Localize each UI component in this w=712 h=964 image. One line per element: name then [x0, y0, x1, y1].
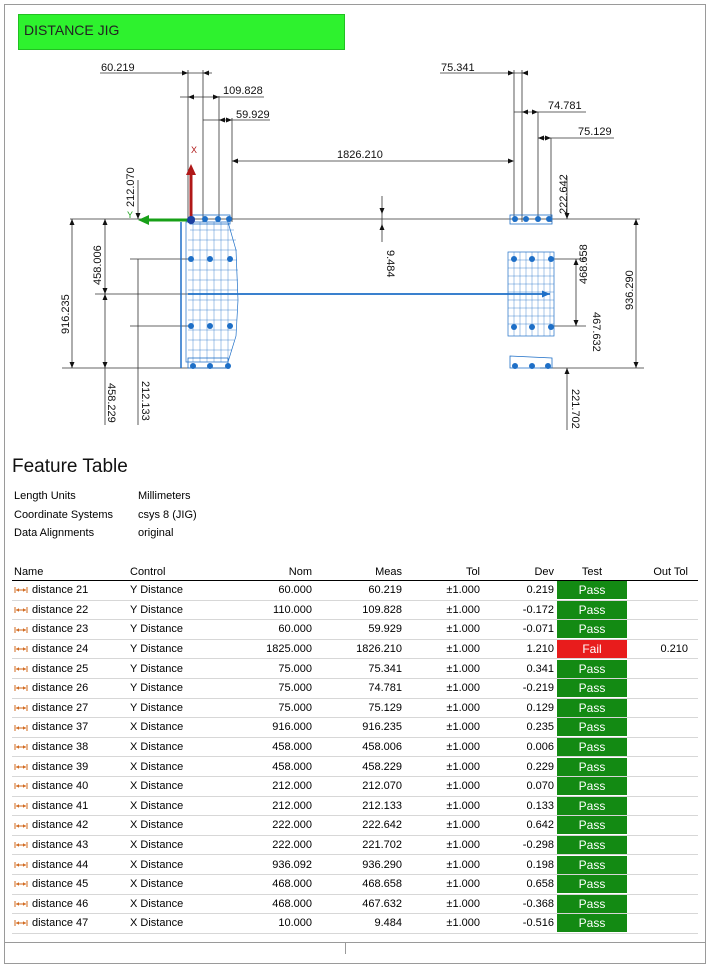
right-part	[508, 215, 554, 368]
distance-dimension-icon	[14, 880, 28, 888]
cell-control: Y Distance	[128, 639, 232, 659]
cell-nom: 468.000	[232, 874, 314, 894]
cell-tol: ±1.000	[404, 816, 482, 836]
left-part	[186, 215, 238, 368]
feature-table-body	[12, 581, 698, 934]
cell-tol: ±1.000	[404, 639, 482, 659]
report-banner	[18, 14, 345, 50]
feature-name: distance 27	[32, 701, 89, 714]
table-header-row	[12, 563, 698, 581]
cell-dev: 1.210	[482, 639, 556, 659]
test-result-badge: Pass	[557, 914, 627, 932]
table-row	[12, 914, 698, 934]
cell-name	[12, 581, 128, 601]
cell-tol: ±1.000	[404, 581, 482, 601]
feature-name: distance 23	[32, 623, 89, 636]
cell-name	[12, 639, 128, 659]
cell-name	[12, 718, 128, 738]
cell-test	[556, 835, 628, 855]
cell-tol: ±1.000	[404, 600, 482, 620]
footer-separator	[345, 942, 346, 954]
table-row	[12, 874, 698, 894]
cell-meas: 222.642	[314, 816, 404, 836]
feature-table-title: Feature Table	[12, 456, 128, 477]
cell-control: X Distance	[128, 757, 232, 777]
cell-meas: 212.070	[314, 776, 404, 796]
dim-label: 936.290	[624, 270, 636, 310]
test-result-badge: Pass	[557, 895, 627, 913]
feature-name: distance 21	[32, 584, 89, 597]
cell-meas: 75.341	[314, 659, 404, 679]
table-row	[12, 639, 698, 659]
cell-meas: 458.006	[314, 737, 404, 757]
dim-label: 458.229	[105, 383, 117, 423]
cell-meas: 59.929	[314, 620, 404, 640]
cell-test	[556, 581, 628, 601]
cell-nom: 10.000	[232, 914, 314, 934]
feature-name: distance 44	[32, 858, 89, 871]
dim-label: 75.341	[441, 62, 475, 74]
cell-test	[556, 600, 628, 620]
cell-meas: 60.219	[314, 581, 404, 601]
cell-out-tol	[628, 678, 698, 698]
column-header-name: Name	[12, 563, 128, 581]
cell-control: Y Distance	[128, 600, 232, 620]
axis-y-label: Y	[127, 210, 134, 220]
cell-test	[556, 718, 628, 738]
column-header-out-tol: Out Tol	[628, 563, 698, 581]
cell-dev: 0.006	[482, 737, 556, 757]
footer-divider	[4, 942, 706, 943]
cell-meas: 458.229	[314, 757, 404, 777]
cell-nom: 936.092	[232, 855, 314, 875]
test-result-badge: Pass	[557, 797, 627, 815]
meta-value: csys 8 (JIG)	[138, 508, 197, 521]
distance-dimension-icon	[14, 586, 28, 594]
cell-control: X Distance	[128, 874, 232, 894]
feature-name: distance 41	[32, 799, 89, 812]
feature-name: distance 38	[32, 741, 89, 754]
cell-out-tol	[628, 600, 698, 620]
cell-nom: 75.000	[232, 698, 314, 718]
distance-dimension-icon	[14, 743, 28, 751]
cell-name	[12, 855, 128, 875]
cell-out-tol	[628, 796, 698, 816]
report-title: DISTANCE JIG	[24, 22, 120, 38]
dim-label: 75.129	[578, 126, 612, 138]
cell-meas: 916.235	[314, 718, 404, 738]
column-header-control: Control	[128, 563, 232, 581]
table-row	[12, 835, 698, 855]
cell-meas: 1826.210	[314, 639, 404, 659]
dim-label: 467.632	[590, 312, 602, 352]
distance-dimension-icon	[14, 822, 28, 830]
test-result-badge: Pass	[557, 581, 627, 599]
cell-name	[12, 914, 128, 934]
feature-name: distance 40	[32, 780, 89, 793]
feature-name: distance 26	[32, 682, 89, 695]
cell-dev: -0.368	[482, 894, 556, 914]
cell-test	[556, 659, 628, 679]
cell-tol: ±1.000	[404, 698, 482, 718]
cell-tol: ±1.000	[404, 678, 482, 698]
cell-out-tol	[628, 620, 698, 640]
test-result-badge: Pass	[557, 777, 627, 795]
cell-tol: ±1.000	[404, 718, 482, 738]
test-result-badge: Pass	[557, 718, 627, 736]
feature-name: distance 46	[32, 897, 89, 910]
dim-label: 1826.210	[337, 149, 383, 161]
test-result-badge: Pass	[557, 836, 627, 854]
cell-nom: 110.000	[232, 600, 314, 620]
cell-control: X Distance	[128, 914, 232, 934]
cell-test	[556, 639, 628, 659]
cell-dev: 0.235	[482, 718, 556, 738]
table-row	[12, 776, 698, 796]
feature-table	[12, 563, 698, 934]
cell-nom: 458.000	[232, 757, 314, 777]
test-result-badge: Pass	[557, 601, 627, 619]
cell-nom: 916.000	[232, 718, 314, 738]
dim-label: 60.219	[101, 62, 135, 74]
cell-out-tol	[628, 698, 698, 718]
cell-test	[556, 776, 628, 796]
distance-dimension-icon	[14, 802, 28, 810]
cell-name	[12, 835, 128, 855]
cell-test	[556, 678, 628, 698]
cell-tol: ±1.000	[404, 757, 482, 777]
table-row	[12, 659, 698, 679]
test-result-badge: Pass	[557, 738, 627, 756]
feature-name: distance 47	[32, 917, 89, 930]
feature-name: distance 37	[32, 721, 89, 734]
dim-label: 458.006	[92, 245, 104, 285]
cell-dev: -0.219	[482, 678, 556, 698]
dim-label: 212.133	[139, 381, 151, 421]
cell-nom: 222.000	[232, 816, 314, 836]
cell-nom: 60.000	[232, 581, 314, 601]
cell-test	[556, 698, 628, 718]
cell-out-tol: 0.210	[628, 639, 698, 659]
test-result-badge: Pass	[557, 856, 627, 874]
column-header-dev: Dev	[482, 563, 556, 581]
cell-meas: 109.828	[314, 600, 404, 620]
column-header-meas: Meas	[314, 563, 404, 581]
cell-name	[12, 600, 128, 620]
cell-name	[12, 737, 128, 757]
cell-control: X Distance	[128, 835, 232, 855]
distance-dimension-icon	[14, 724, 28, 732]
table-row	[12, 816, 698, 836]
cell-test	[556, 757, 628, 777]
axis-x-label: X	[191, 145, 198, 155]
dim-label: 74.781	[548, 100, 582, 112]
cell-test	[556, 855, 628, 875]
cell-tol: ±1.000	[404, 894, 482, 914]
distance-dimension-icon	[14, 645, 28, 653]
cad-drawing	[0, 55, 712, 445]
cell-control: X Distance	[128, 737, 232, 757]
cell-control: Y Distance	[128, 620, 232, 640]
cell-tol: ±1.000	[404, 855, 482, 875]
feature-name: distance 24	[32, 643, 89, 656]
cell-control: X Distance	[128, 816, 232, 836]
test-result-badge: Pass	[557, 679, 627, 697]
cell-tol: ±1.000	[404, 776, 482, 796]
cell-meas: 75.129	[314, 698, 404, 718]
table-row	[12, 678, 698, 698]
column-header-test: Test	[556, 563, 628, 581]
cell-nom: 212.000	[232, 796, 314, 816]
distance-dimension-icon	[14, 665, 28, 673]
distance-dimension-icon	[14, 841, 28, 849]
cell-nom: 60.000	[232, 620, 314, 640]
dim-label: 222.642	[558, 174, 570, 214]
cell-out-tol	[628, 835, 698, 855]
cell-nom: 1825.000	[232, 639, 314, 659]
cell-dev: 0.341	[482, 659, 556, 679]
cell-out-tol	[628, 757, 698, 777]
cell-tol: ±1.000	[404, 659, 482, 679]
cell-nom: 212.000	[232, 776, 314, 796]
cell-dev: -0.516	[482, 914, 556, 934]
meta-key: Length Units	[14, 490, 76, 502]
table-row	[12, 620, 698, 640]
cell-control: Y Distance	[128, 698, 232, 718]
cell-dev: 0.198	[482, 855, 556, 875]
cell-name	[12, 874, 128, 894]
cell-control: X Distance	[128, 855, 232, 875]
cell-control: X Distance	[128, 718, 232, 738]
distance-dimension-icon	[14, 606, 28, 614]
cell-name	[12, 894, 128, 914]
cell-tol: ±1.000	[404, 835, 482, 855]
cell-meas: 9.484	[314, 914, 404, 934]
cell-out-tol	[628, 855, 698, 875]
cell-test	[556, 894, 628, 914]
cell-test	[556, 816, 628, 836]
cell-control: Y Distance	[128, 659, 232, 679]
cell-nom: 75.000	[232, 659, 314, 679]
dim-label: 221.702	[569, 389, 581, 429]
cell-out-tol	[628, 581, 698, 601]
feature-name: distance 25	[32, 662, 89, 675]
cell-dev: 0.229	[482, 757, 556, 777]
distance-dimension-icon	[14, 763, 28, 771]
dim-label: 212.070	[125, 167, 137, 207]
table-row	[12, 894, 698, 914]
cell-nom: 468.000	[232, 894, 314, 914]
cell-control: Y Distance	[128, 581, 232, 601]
cell-out-tol	[628, 776, 698, 796]
cell-dev: 0.070	[482, 776, 556, 796]
cell-name	[12, 816, 128, 836]
cell-dev: 0.658	[482, 874, 556, 894]
feature-name: distance 45	[32, 878, 89, 891]
cell-dev: -0.298	[482, 835, 556, 855]
cell-out-tol	[628, 737, 698, 757]
cell-out-tol	[628, 718, 698, 738]
table-row	[12, 796, 698, 816]
cell-test	[556, 737, 628, 757]
cell-test	[556, 914, 628, 934]
feature-name: distance 43	[32, 839, 89, 852]
cell-dev: 0.129	[482, 698, 556, 718]
distance-dimension-icon	[14, 861, 28, 869]
meta-value: Millimeters	[138, 490, 191, 502]
column-header-nom: Nom	[232, 563, 314, 581]
cell-nom: 75.000	[232, 678, 314, 698]
cell-out-tol	[628, 659, 698, 679]
cell-nom: 458.000	[232, 737, 314, 757]
dim-label: 9.484	[384, 250, 396, 278]
cell-meas: 212.133	[314, 796, 404, 816]
distance-dimension-icon	[14, 782, 28, 790]
cell-dev: -0.071	[482, 620, 556, 640]
table-row	[12, 581, 698, 601]
column-header-tol: Tol	[404, 563, 482, 581]
test-result-badge: Pass	[557, 758, 627, 776]
cell-tol: ±1.000	[404, 737, 482, 757]
meta-value: original	[138, 527, 174, 539]
cell-name	[12, 698, 128, 718]
dim-label: 109.828	[223, 85, 263, 97]
table-row	[12, 718, 698, 738]
cell-meas: 467.632	[314, 894, 404, 914]
cell-control: X Distance	[128, 894, 232, 914]
feature-name: distance 42	[32, 819, 89, 832]
test-result-badge: Pass	[557, 875, 627, 893]
cell-test	[556, 874, 628, 894]
cell-out-tol	[628, 874, 698, 894]
cell-name	[12, 659, 128, 679]
axis-triad	[138, 164, 196, 225]
cell-dev: -0.172	[482, 600, 556, 620]
distance-dimension-icon	[14, 684, 28, 692]
cell-name	[12, 796, 128, 816]
cell-tol: ±1.000	[404, 914, 482, 934]
cell-test	[556, 796, 628, 816]
meta-key: Data Alignments	[14, 527, 95, 539]
table-row	[12, 855, 698, 875]
cell-out-tol	[628, 914, 698, 934]
cell-meas: 936.290	[314, 855, 404, 875]
distance-dimension-icon	[14, 900, 28, 908]
table-row	[12, 698, 698, 718]
cell-name	[12, 776, 128, 796]
dim-label: 468.658	[578, 244, 590, 284]
table-row	[12, 600, 698, 620]
cell-nom: 222.000	[232, 835, 314, 855]
cell-tol: ±1.000	[404, 796, 482, 816]
test-result-badge: Pass	[557, 660, 627, 678]
dim-label: 916.235	[60, 294, 72, 334]
cell-control: Y Distance	[128, 678, 232, 698]
meta-key: Coordinate Systems	[14, 508, 114, 521]
cell-name	[12, 620, 128, 640]
cell-out-tol	[628, 894, 698, 914]
table-row	[12, 757, 698, 777]
cell-dev: 0.642	[482, 816, 556, 836]
test-result-badge: Pass	[557, 816, 627, 834]
distance-dimension-icon	[14, 919, 28, 927]
feature-name: distance 22	[32, 603, 89, 616]
cell-meas: 468.658	[314, 874, 404, 894]
dim-label: 59.929	[236, 109, 270, 121]
cell-control: X Distance	[128, 796, 232, 816]
cell-control: X Distance	[128, 776, 232, 796]
cell-meas: 221.702	[314, 835, 404, 855]
test-result-badge: Pass	[557, 620, 627, 638]
cell-name	[12, 757, 128, 777]
test-result-badge: Fail	[557, 640, 627, 658]
test-result-badge: Pass	[557, 699, 627, 717]
cell-tol: ±1.000	[404, 620, 482, 640]
feature-name: distance 39	[32, 760, 89, 773]
cell-dev: 0.133	[482, 796, 556, 816]
cell-name	[12, 678, 128, 698]
table-row	[12, 737, 698, 757]
distance-dimension-icon	[14, 704, 28, 712]
cell-meas: 74.781	[314, 678, 404, 698]
cell-test	[556, 620, 628, 640]
distance-dimension-icon	[14, 626, 28, 634]
cell-dev: 0.219	[482, 581, 556, 601]
cell-out-tol	[628, 816, 698, 836]
cell-tol: ±1.000	[404, 874, 482, 894]
